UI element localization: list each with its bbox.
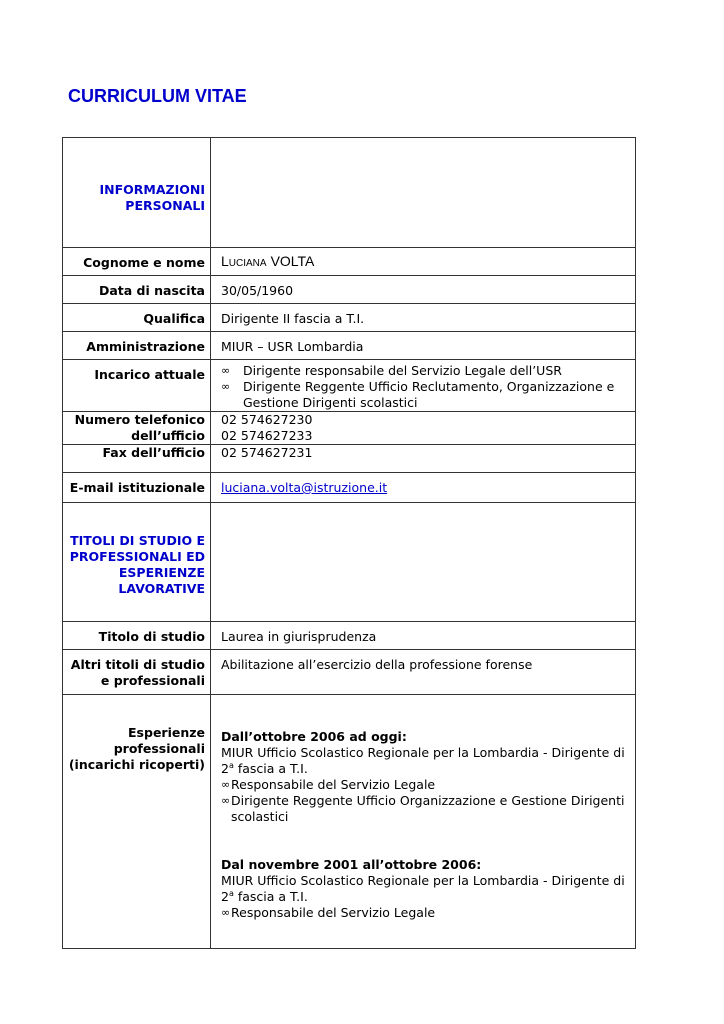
period2-text-a: MIUR Ufficio Scolastico Regionale per la Lombardia - Dirigente di (221, 873, 625, 888)
list-item: ∞ Dirigente Reggente Ufficio Reclutamento, Organizzazione e Gestione Dirigenti scolastici (221, 379, 615, 410)
section-titles-line2: PROFESSIONALI ED (69, 549, 205, 564)
section-personal-info (63, 138, 211, 248)
period1-text-a: MIUR Ufficio Scolastico Regionale per la Lombardia - Dirigente di (221, 745, 625, 760)
value-phone-2: 02 574627233 (221, 428, 313, 443)
section-personal-value (211, 138, 636, 248)
infinity-bullet-icon: ∞ (221, 364, 231, 377)
value-fax: 02 574627231 (221, 445, 313, 460)
label-esperienze-line3: (incarichi ricoperti) (68, 757, 205, 772)
infinity-bullet-icon: ∞ (221, 906, 231, 919)
label-titolo-studio: Titolo di studio (98, 629, 205, 644)
page-title: CURRICULUM VITAE (68, 86, 247, 106)
last-name: VOLTA (270, 253, 315, 269)
label-phone-line2: dell’ufficio (131, 428, 205, 443)
value-amministrazione: MIUR – USR Lombardia (221, 339, 364, 354)
infinity-bullet-icon: ∞ (221, 380, 231, 393)
label-esperienze-line1: Esperienze (128, 725, 205, 740)
period2-list (221, 905, 631, 921)
period1-heading: Dall’ottobre 2006 ad oggi: (221, 729, 407, 744)
value-phone-1: 02 574627230 (221, 412, 313, 427)
infinity-bullet-icon: ∞ (221, 794, 231, 807)
label-altri-titoli-line2: e professionali (100, 673, 205, 688)
value-birth-date: 30/05/1960 (221, 283, 294, 298)
value-qualifica: Dirigente II fascia a T.I. (221, 311, 365, 326)
infinity-bullet-icon: ∞ (221, 778, 231, 791)
label-altri-titoli-line1: Altri titoli di studio (70, 657, 205, 672)
label-esperienze-line2: professionali (113, 741, 205, 756)
value-titolo-studio: Laurea in giurisprudenza (221, 629, 377, 644)
first-name: Luciana (221, 253, 267, 269)
section-titles (63, 503, 211, 622)
period1-list (221, 777, 631, 825)
value-altri-titoli: Abilitazione all’esercizio della professione forense (221, 657, 533, 672)
label-phone-line1: Numero telefonico (74, 412, 205, 427)
period1-text-b: 2$^a$ fascia a T.I. (221, 760, 308, 776)
section-titles-value (211, 503, 636, 622)
email-link[interactable]: luciana.volta@istruzione.it (221, 480, 388, 495)
value-name (211, 248, 635, 270)
list-item: ∞ Dirigente Reggente Ufficio Organizzazione e Gestione Dirigenti scolastici (221, 793, 625, 824)
section-titles-line4: LAVORATIVE (118, 581, 205, 596)
incarico-list (221, 363, 631, 411)
period2-heading: Dal novembre 2001 all’ottobre 2006: (221, 857, 482, 872)
section-titles-line3: ESPERIENZE (118, 565, 205, 580)
label-amministrazione: Amministrazione (86, 339, 205, 354)
label-incarico: Incarico attuale (94, 367, 205, 382)
label-fax: Fax dell’ufficio (102, 445, 205, 460)
label-name: Cognome e nome (83, 255, 205, 270)
list-item: ∞ Responsabile del Servizio Legale (221, 905, 436, 920)
list-item: ∞ Dirigente responsabile del Servizio Legale dell’USR (221, 363, 562, 378)
section-personal-line2: PERSONALI (125, 198, 205, 213)
label-email: E-mail istituzionale (69, 480, 205, 495)
section-titles-line1: TITOLI DI STUDIO E (70, 533, 205, 548)
label-birth-date: Data di nascita (98, 283, 205, 298)
cv-table (62, 137, 636, 949)
label-qualifica: Qualifica (143, 311, 205, 326)
list-item: ∞ Responsabile del Servizio Legale (221, 777, 436, 792)
period2-text-b: 2$^a$ fascia a T.I. (221, 888, 308, 904)
section-personal-line1: INFORMAZIONI (99, 182, 205, 197)
